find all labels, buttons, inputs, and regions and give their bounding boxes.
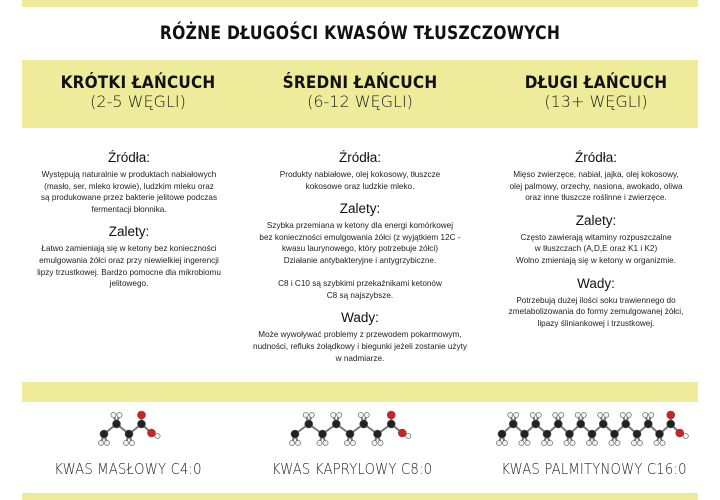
hydrogen-atom (323, 440, 328, 445)
hydrogen-atom (317, 440, 322, 445)
hydrogen-atom (289, 440, 294, 445)
section-text-sources: Występują naturalnie w produktach nabiałowych (masło, ser, mleko krowie), ludzkim mleku oraz są produkowane przez bakterie jelitowe podczas fermentacji błonnika. (40, 170, 218, 214)
carbon-atom (113, 420, 121, 428)
hydrogen-atom (649, 412, 654, 417)
carbon-atom (305, 420, 313, 428)
section-title-sources: Źródła: (574, 150, 618, 165)
hydrogen-atom (620, 412, 625, 417)
column-medium-chain (245, 150, 475, 364)
divider-band (22, 382, 698, 402)
carbon-atom (611, 430, 619, 438)
hydrogen-atom (660, 440, 665, 445)
column-name: DŁUGI ŁAŃCUCH (524, 73, 668, 93)
column-name: ŚREDNI ŁAŃCUCH (282, 73, 438, 93)
column-header-long (486, 73, 706, 111)
section-text-cons: Może wywoływać problemy z przewodem pokarmowym, nudności, refluks żołądkowy i biegunki jeżeli zostanie użyty w nadmiarze. (253, 330, 467, 363)
hydrogen-atom (598, 412, 603, 417)
hydrogen-atom (331, 412, 336, 417)
top-decor-bar (22, 0, 698, 7)
hydrogen-atom (98, 440, 103, 445)
palmitic-acid-molecule-icon (494, 410, 694, 450)
oxygen-atom (148, 429, 156, 437)
hydrogen-atom (604, 412, 609, 417)
column-subtitle: (2-5 WĘGLI) (90, 92, 186, 111)
carbon-atom (554, 420, 562, 428)
oxygen-atom (138, 411, 146, 419)
molecule-label-butyric: KWAS MASŁOWY C4:0 (54, 460, 202, 478)
section-text-cons: Potrzebują dużej ilości soku trawiennego do zmetabolizowania do formy zemulgowanej żółci, lipazy śliniankowej i trzustkowej. (508, 295, 684, 328)
section-text-pros: Często zawierają witaminy rozpuszczalne w tłuszczach (A,D,E oraz K1 i K2) Wolno zmieniają się w ketony w organizmie. (515, 232, 677, 265)
hydrogen-atom (514, 412, 519, 417)
bottom-decor-bar (22, 493, 698, 500)
carbon-atom (599, 420, 607, 428)
butyric-acid-molecule-icon (96, 410, 166, 450)
hydrogen-atom (502, 440, 507, 445)
column-name: KRÓTKI ŁAŃCUCH (60, 73, 216, 93)
hydrogen-atom (637, 440, 642, 445)
hydrogen-atom (364, 412, 369, 417)
hydrogen-atom (654, 440, 659, 445)
hydrogen-atom (104, 440, 109, 445)
hydrogen-atom (519, 440, 524, 445)
oxygen-atom (398, 429, 406, 437)
hydrogen-atom (541, 440, 546, 445)
oxygen-atom (387, 411, 395, 419)
hydrogen-atom (372, 440, 377, 445)
molecule-label-palmitic: KWAS PALMITYNOWY C16:0 (501, 460, 687, 478)
hydrogen-atom (111, 412, 116, 417)
carbon-atom (566, 430, 574, 438)
hydrogen-atom (129, 440, 134, 445)
column-long-chain (481, 150, 711, 329)
hydrogen-atom (575, 412, 580, 417)
carbon-atom (332, 420, 340, 428)
column-subtitle: (13+ WĘGLI) (544, 92, 648, 111)
caprylic-acid-molecule-icon (287, 410, 417, 450)
hydrogen-atom (609, 440, 614, 445)
hydrogen-atom (496, 440, 501, 445)
carbon-atom (125, 430, 133, 438)
column-header-short (28, 73, 248, 111)
hydrogen-atom (615, 440, 620, 445)
column-subtitle: (6-12 WĘGLI) (307, 92, 413, 111)
hydrogen-atom (309, 412, 314, 417)
hydrogen-atom (337, 412, 342, 417)
hydrogen-atom (358, 412, 363, 417)
hydrogen-atom (530, 412, 535, 417)
carbon-atom (532, 420, 540, 428)
carbon-atom (521, 430, 529, 438)
hydrogen-atom (547, 440, 552, 445)
section-text-sources: Produkty nabiałowe, olej kokosowy, tłuszcze kokosowe oraz ludzkie mleko. (279, 170, 441, 191)
oxygen-atom (676, 429, 684, 437)
carbon-atom (543, 430, 551, 438)
hydrogen-atom (570, 440, 575, 445)
hydrogen-atom (536, 412, 541, 417)
hydrogen-atom (303, 412, 308, 417)
hydrogen-atom (553, 412, 558, 417)
column-header-medium (250, 73, 470, 111)
hydrogen-atom (117, 412, 122, 417)
carbon-atom (509, 420, 517, 428)
section-text-sources: Mięso zwierzęce, nabiał, jajka, olej kokosowy, olej palmowy, orzechy, nasiona, awokado, oliwa oraz inne tłuszcze roślinne i zwierzęce. (509, 170, 683, 203)
carbon-atom (319, 430, 327, 438)
carbon-atom (138, 420, 146, 428)
hydrogen-atom (295, 440, 300, 445)
hydrogen-atom (559, 412, 564, 417)
section-title-pros: Zalety: (108, 224, 150, 240)
hydrogen-atom (643, 412, 648, 417)
hydrogen-atom (631, 440, 636, 445)
carbon-atom (588, 430, 596, 438)
carbon-atom (346, 430, 354, 438)
carbon-atom (498, 430, 506, 438)
carbon-atom (644, 420, 652, 428)
carbon-atom (633, 430, 641, 438)
section-title-cons: Wady: (341, 310, 379, 326)
hydrogen-atom (564, 440, 569, 445)
hydrogen-atom (683, 433, 688, 438)
oxygen-atom (667, 411, 675, 419)
section-title-pros: Zalety: (575, 212, 617, 228)
hydrogen-atom (581, 412, 586, 417)
carbon-atom (291, 430, 299, 438)
carbon-atom (100, 430, 108, 438)
hydrogen-atom (155, 433, 160, 438)
hydrogen-atom (592, 440, 597, 445)
page-title: RÓŻNE DŁUGOŚCI KWASÓW TŁUSZCZOWYCH (159, 22, 561, 44)
hydrogen-atom (508, 412, 513, 417)
hydrogen-atom (525, 440, 530, 445)
section-title-sources: Źródła: (107, 150, 151, 165)
section-title-pros: Zalety: (339, 201, 381, 217)
column-short-chain (14, 150, 244, 290)
section-text-pros: Szybka przemiana w ketony dla energi komórkowej bez konieczności emulgowania żółci (z wyjątkiem 12C - kwasu laurynowego, który potrzebuje żółci) Działanie antybakteryjne i antygrzybiczne. C8 i C10 są szybkimi przekaźnikami ketonów C8 są najszybsze. (259, 221, 461, 300)
hydrogen-atom (586, 440, 591, 445)
hydrogen-atom (344, 440, 349, 445)
section-text-pros: Łatwo zamieniają się w ketony bez konieczności emulgowania żółci oraz przy niewielkiej ingerencji lipzy trzustkowej. Bardzo pomocne dla mikrobiomu jelitowego. (37, 244, 221, 289)
carbon-atom (622, 420, 630, 428)
hydrogen-atom (123, 440, 128, 445)
section-title-cons: Wady: (577, 275, 615, 291)
carbon-atom (577, 420, 585, 428)
hydrogen-atom (350, 440, 355, 445)
hydrogen-atom (626, 412, 631, 417)
hydrogen-atom (378, 440, 383, 445)
carbon-atom (656, 430, 664, 438)
carbon-atom (360, 420, 368, 428)
carbon-atom (387, 420, 395, 428)
hydrogen-atom (406, 433, 411, 438)
carbon-atom (667, 420, 675, 428)
molecule-label-caprylic: KWAS KAPRYLOWY C8:0 (271, 460, 433, 478)
carbon-atom (374, 430, 382, 438)
section-title-sources: Źródła: (338, 150, 382, 165)
